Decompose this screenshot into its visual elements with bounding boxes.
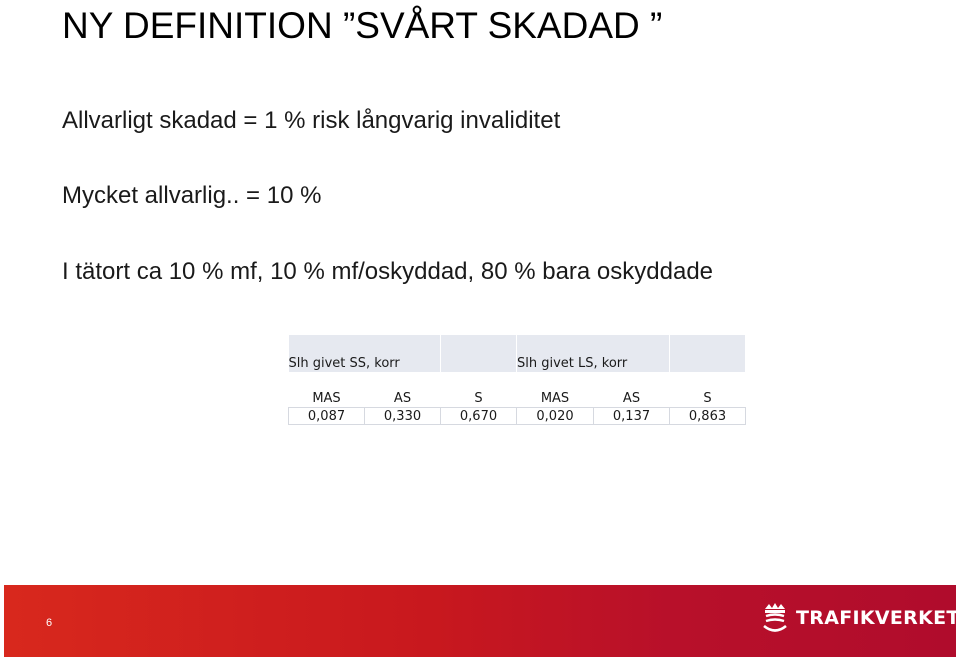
risk-table xyxy=(288,335,747,425)
spacer-cell xyxy=(594,373,670,390)
group-label-ls: Slh givet LS, korr xyxy=(517,335,670,373)
bullet-very-serious: Mycket allvarlig.. = 10 % xyxy=(62,182,322,209)
spacer-cell xyxy=(670,373,746,390)
table-cell: 0,087 xyxy=(289,408,365,425)
spacer-cell xyxy=(365,373,441,390)
spacer-cell xyxy=(517,373,594,390)
column-header: MAS xyxy=(289,390,365,408)
slide-title: NY DEFINITION ”SVÅRT SKADAD ” xyxy=(62,5,663,46)
table-header-row xyxy=(289,390,746,408)
table-cell: 0,330 xyxy=(365,408,441,425)
table-cell: 0,137 xyxy=(594,408,670,425)
column-header: MAS xyxy=(517,390,594,408)
column-header: S xyxy=(441,390,517,408)
group-label-ss: Slh givet SS, korr xyxy=(289,335,441,373)
table-row xyxy=(289,408,746,425)
crown-emblem-icon xyxy=(760,601,790,635)
trafikverket-logo xyxy=(760,601,960,635)
bullet-serious-injury: Allvarligt skadad = 1 % risk långvarig invaliditet xyxy=(62,107,561,134)
logo-text: TRAFIKVERKET xyxy=(796,607,960,629)
spacer-cell xyxy=(441,373,517,390)
column-header: AS xyxy=(594,390,670,408)
column-header: S xyxy=(670,390,746,408)
column-header: AS xyxy=(365,390,441,408)
bullet-urban-share: I tätort ca 10 % mf, 10 % mf/oskyddad, 80 % bara oskyddade xyxy=(62,258,714,285)
table-cell: 0,670 xyxy=(441,408,517,425)
spacer-cell xyxy=(289,373,365,390)
group-spacer-cell xyxy=(441,335,517,373)
table-group-row xyxy=(289,335,746,373)
page-number: 6 xyxy=(46,617,53,629)
group-spacer-cell xyxy=(670,335,746,373)
table-cell: 0,863 xyxy=(670,408,746,425)
table-cell: 0,020 xyxy=(517,408,594,425)
footer-bar xyxy=(4,585,960,657)
table-spacer-row xyxy=(289,373,746,390)
